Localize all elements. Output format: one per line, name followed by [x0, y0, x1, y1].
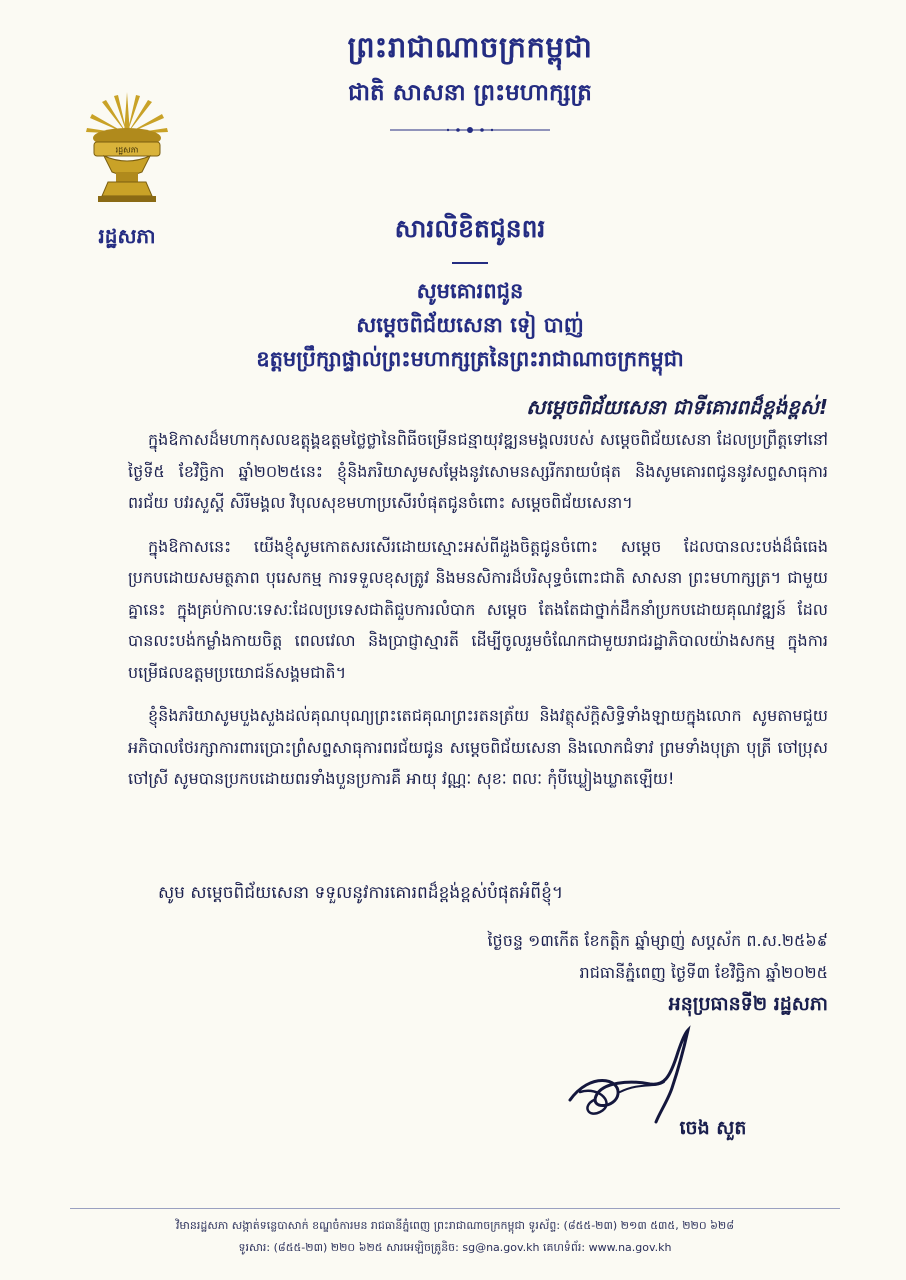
emblem-text: រដ្ឋសភា — [115, 145, 139, 155]
national-motto: ជាតិ សាសនា ព្រះមហាក្សត្រ — [348, 80, 592, 106]
signer-title: អនុប្រធានទី២ រដ្ឋសភា — [668, 993, 828, 1015]
signer-name: ចេង សួត — [679, 1117, 747, 1139]
title-underline — [452, 262, 488, 264]
addressee-line-3: ឧត្តមប្រឹក្សាផ្ទាល់ព្រះមហាក្សត្រនៃព្រះរាជាណាចក្រកម្ពុជា — [256, 347, 684, 371]
place-and-date: រាជធានីភ្នំពេញ ថ្ងៃទី៣ ខែវិច្ឆិកា ឆ្នាំ២០២៥ — [579, 963, 828, 982]
ornament-divider-icon — [390, 124, 550, 136]
paragraph-3: ខ្ញុំនិងភរិយាសូមបួងសួងដល់គុណបុណ្យព្រះតេជគុណព្រះរតនត្រ័យ និងវត្ថុស័ក្តិសិទ្ធិទាំងឡាយក្នុងលោក សូមតាមជួយអភិបាលថែរក្សាការពារប្រោះព្រំសព្ទសាធុការពរជ័យជូន សម្តេចពិជ័យសេនា និងលោកជំទាវ ព្រមទាំងបុត្រា បុត្រី ចៅប្រុស ចៅស្រី សូមបានប្រកបដោយពរទាំងបួនប្រការគឺ អាយុ វណ្ណៈ សុខៈ ពលៈ កុំបីឃ្លៀងឃ្លាតឡើយ! — [128, 706, 828, 788]
national-assembly-emblem-icon — [82, 88, 172, 206]
emblem-rays — [86, 92, 168, 134]
footer-contact: ទូរសារ: (៨៥៥-២៣) ២២០ ៦២៥ សារអេឡិចត្រូនិច: sg@na.gov.kh គេហទំព័រ: www.na.gov.kh — [238, 1241, 672, 1254]
salutation: សម្តេចពិជ័យសេនា ជាទីគោរពដ៏ខ្ពង់ខ្ពស់! — [526, 395, 828, 419]
paragraph-1: ក្នុងឱកាសដ៏មហាកុសលឧត្តុង្គឧត្តមថ្លៃថ្លានៃពិធីចម្រើនជន្មាយុវឌ្ឍនមង្គលរបស់ សម្តេចពិជ័យសេនា ដែលប្រព្រឹត្តទៅនៅថ្ងៃទី៥ ខែវិច្ឆិកា ឆ្នាំ២០២៥នេះ ខ្ញុំនិងភរិយាសូមសម្តែងនូវសោមនស្សរីករាយបំផុត និងសូមគោរពជូននូវសព្ទសាធុការពរជ័យ បវរសួស្តី សិរីមង្គល វិបុលសុខមហាប្រសើរបំផុតជូនចំពោះ សម្តេចពិជ័យសេនា។ — [128, 430, 828, 512]
letter-body — [128, 424, 828, 807]
footer-divider — [70, 1208, 840, 1209]
institution-name: រដ្ឋសភា — [98, 224, 156, 248]
paragraph-2: ក្នុងឱកាសនេះ យើងខ្ញុំសូមកោតសរសើរដោយស្មោះអស់ពីដួងចិត្តជូនចំពោះ សម្តេច ដែលបានលះបង់ដ៏ធំធេង ប្រកបដោយសមត្ថភាព បុរេសកម្ម ការទទួលខុសត្រូវ និងមនសិការដ៏បរិសុទ្ធចំពោះជាតិ សាសនា ព្រះមហាក្សត្រ។ ជាមួយគ្នានេះ ក្នុងគ្រប់កាលៈទេសៈដែលប្រទេសជាតិជួបការលំបាក សម្តេច តែងតែជាថ្នាក់ដឹកនាំប្រកបដោយគុណវឌ្ឍន៍ ដែលបានលះបង់កម្លាំងកាយចិត្ត ពេលវេលា និងប្រាជ្ញាស្មារតី ដើម្បីចូលរួមចំណែកជាមួយរាជរដ្ឋាភិបាលយ៉ាងសកម្ម ក្នុងការបម្រើផលឧត្តមប្រយោជន៍សង្គមជាតិ។ — [128, 536, 828, 682]
footer-address: វិមានរដ្ឋសភា សង្កាត់ទន្លេបាសាក់ ខណ្ឌចំការមន រាជធានីភ្នំពេញ ព្រះរាជាណាចក្រកម្ពុជា ទូរស័ព្ទ: (៨៥៥-២៣) ២១៣ ៥៣៥, ២២០ ៦២៨ — [175, 1219, 735, 1232]
document-title: សារលិខិតជូនពរ — [394, 214, 546, 243]
kingdom-heading: ព្រះរាជាណាចក្រកម្ពុជា — [347, 30, 593, 64]
addressee-line-1: សូមគោរពជូន — [416, 279, 524, 303]
addressee-line-2: សម្តេចពិជ័យសេនា ទៀ បាញ់ — [356, 313, 584, 337]
lunar-date: ថ្ងៃចន្ទ ១៣កើត ខែកត្តិក ឆ្នាំម្សាញ់ សប្តស័ក ព.ស.២៥៦៩ — [487, 931, 828, 950]
closing-line: សូម សម្តេចពិជ័យសេនា ទទួលនូវការគោរពដ៏ខ្ពង់ខ្ពស់បំផុតអំពីខ្ញុំ។ — [158, 883, 564, 903]
